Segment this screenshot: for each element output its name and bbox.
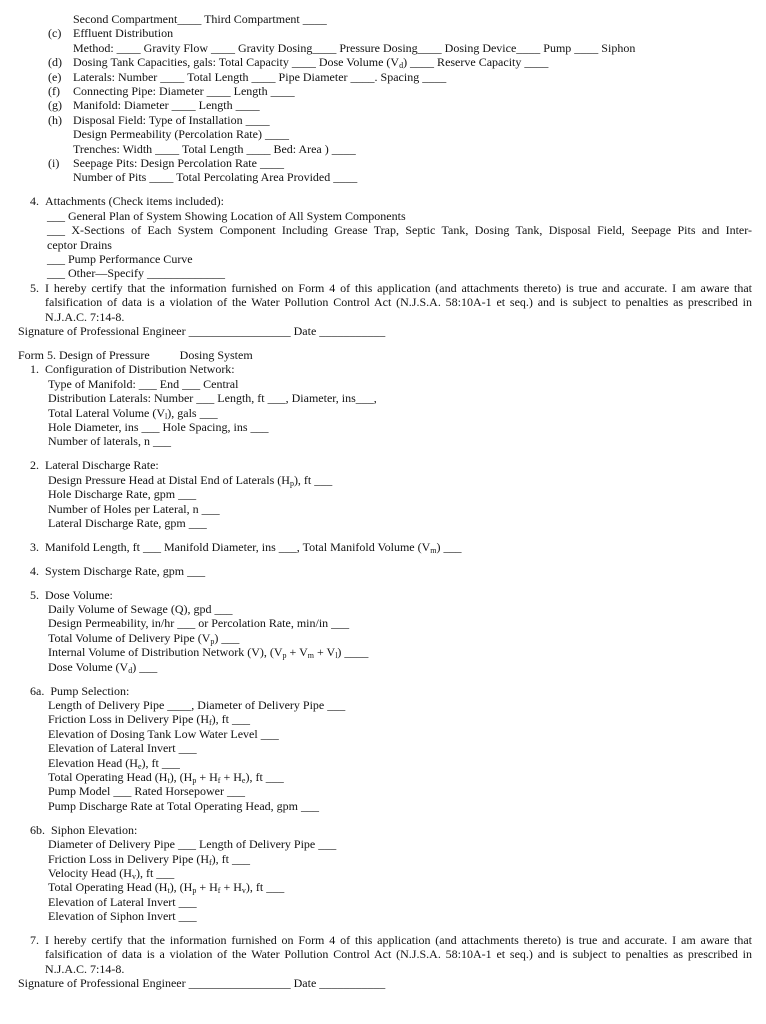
form-line	[73, 170, 766, 184]
text-run: Total Operating Head (H	[48, 770, 168, 784]
text-run: Elevation of Lateral Invert ___	[48, 741, 197, 756]
form-line	[73, 142, 766, 156]
text-run: + V	[313, 645, 336, 660]
form-line	[48, 487, 766, 501]
section-fields	[30, 837, 766, 923]
text-run: ), ft ___	[293, 472, 333, 487]
text-run: Number of laterals, n ___	[48, 434, 171, 449]
form5-signature-line: Signature of Professional Engineer _________________ Date ___________	[18, 976, 386, 991]
text-run: Effluent Distribution	[73, 26, 174, 41]
form4-item	[0, 113, 766, 156]
form5-sections	[0, 362, 766, 923]
form4-items	[0, 12, 766, 185]
section-fields	[30, 377, 766, 449]
text-run: Friction Loss in Delivery Pipe (H	[48, 712, 209, 727]
item-marker: 6b.	[30, 822, 45, 837]
form5-section	[0, 588, 766, 674]
form5-title-part1: Form 5. Design of Pressure	[18, 347, 150, 362]
text-run: Pump Selection:	[50, 683, 130, 698]
text-run: Design Permeability (Percolation Rate) ____	[73, 127, 289, 142]
text-run: Configuration of Distribution Network:	[45, 362, 235, 377]
item-marker: 4.	[30, 194, 39, 209]
form-line	[73, 156, 766, 170]
form-line	[48, 406, 766, 420]
form5-section	[0, 458, 766, 530]
text-run: Disposal Field: Type of Installation ____	[73, 112, 270, 127]
attachments-options	[30, 209, 766, 281]
form-line	[48, 391, 766, 405]
certification-line	[45, 947, 752, 961]
section-heading	[30, 362, 766, 376]
form-line	[48, 880, 766, 894]
form-line	[48, 434, 766, 448]
text-run: ___ X-Sections of Each System Component Including Grease Trap, Septic Tank, Dosing Tank, Disposal Field, Seepage Pits and Inter-	[47, 223, 752, 238]
item-marker: (g)	[48, 98, 62, 113]
attachment-option	[47, 238, 766, 252]
form4-item	[0, 156, 766, 185]
section-fields	[30, 602, 766, 674]
subscript: v	[241, 886, 246, 896]
form-line	[73, 98, 766, 112]
subscript: p	[289, 478, 294, 488]
text-run: + H	[220, 770, 242, 784]
form-line	[48, 502, 766, 516]
section-fields	[30, 698, 766, 813]
text-run: Manifold Length, ft ___ Manifold Diameter, ins ___, Total Manifold Volume (V	[45, 539, 431, 554]
subscript: f	[217, 886, 221, 896]
attachments-section	[0, 194, 766, 280]
certification-text	[30, 933, 766, 976]
text-run: ), ft ___	[211, 712, 250, 727]
text-run: ), ft ___	[141, 755, 180, 770]
text-run: + V	[286, 645, 308, 660]
text-run: Design Permeability, in/hr ___ or Percolation Rate, min/in ___	[48, 616, 350, 631]
subscript: l	[165, 411, 168, 421]
text-run: Pump Model ___ Rated Horsepower ___	[48, 784, 245, 799]
attachment-option	[47, 266, 766, 280]
certification-lines	[45, 933, 752, 976]
form-line	[48, 645, 766, 659]
text-run: Elevation of Lateral Invert ___	[48, 894, 197, 909]
form-line	[48, 895, 766, 909]
form5-section	[0, 540, 766, 554]
form-line	[48, 631, 766, 645]
form5-section	[0, 564, 766, 578]
subscript: f	[208, 857, 212, 867]
text-run: Hole Diameter, ins ___ Hole Spacing, ins ___	[48, 419, 269, 434]
subscript: t	[167, 886, 170, 896]
form-line	[48, 741, 766, 755]
form5-section	[0, 823, 766, 924]
subscript: l	[335, 651, 338, 661]
item-marker: 6a.	[30, 683, 45, 698]
text-run: Second Compartment____ Third Compartment ____	[73, 12, 327, 26]
subscript: f	[208, 718, 212, 728]
form4-item	[0, 12, 766, 26]
text-run: ___ Other—Specify _____________	[47, 266, 225, 281]
section-heading	[30, 564, 766, 578]
text-run: Seepage Pits: Design Percolation Rate ____	[73, 156, 284, 171]
item-marker: (f)	[48, 84, 60, 99]
text-run: ceptor Drains	[47, 237, 112, 252]
text-run: Length of Delivery Pipe ____, Diameter of Delivery Pipe ___	[48, 697, 346, 712]
form4-certification	[0, 281, 766, 324]
text-run: ), ft ___	[211, 851, 250, 866]
certification-line	[45, 281, 752, 295]
form-line	[48, 909, 766, 923]
text-run: ) ___	[132, 659, 158, 674]
text-run: Manifold: Diameter ____ Length ____	[73, 98, 260, 113]
form-line	[48, 712, 766, 726]
text-run: I hereby certify that the information furnished on Form 4 of this application (and attachments thereto) is true and accurate. I am aware that	[45, 933, 752, 948]
form4-signature-line: Signature of Professional Engineer _________________ Date ___________	[18, 324, 386, 339]
text-run: Internal Volume of Distribution Network (V), (V	[48, 645, 283, 660]
text-run: System Discharge Rate, gpm ___	[45, 563, 206, 578]
text-run: ), ft ___	[245, 770, 284, 784]
certification-line	[45, 295, 752, 309]
text-run: Method: ____ Gravity Flow ____ Gravity Dosing____ Pressure Dosing____ Dosing Device____ Pump ____ Siphon	[73, 40, 636, 55]
form4-item	[0, 98, 766, 112]
text-run: Elevation of Dosing Tank Low Water Level ___	[48, 726, 279, 741]
subscript: e	[137, 761, 142, 771]
form5-certification	[0, 933, 766, 976]
form-line	[48, 602, 766, 616]
certification-text	[30, 281, 766, 324]
form-line	[48, 698, 766, 712]
text-run: ) ___	[436, 539, 462, 554]
attachment-option	[47, 223, 752, 237]
subscript: e	[241, 776, 246, 785]
form-line	[48, 516, 766, 530]
form5-section	[0, 684, 766, 814]
text-run: Siphon Elevation:	[51, 822, 138, 837]
text-run: ), gals ___	[167, 405, 218, 420]
form-line	[73, 127, 766, 141]
form-line	[73, 12, 766, 26]
text-run: Distribution Laterals: Number ___ Length, ft ___, Diameter, ins___,	[48, 391, 377, 406]
text-run: N.J.A.C. 7:14-8.	[45, 961, 125, 976]
text-run: ), ft ___	[245, 880, 285, 895]
form-line	[48, 866, 766, 880]
attachment-option	[47, 252, 766, 266]
text-run: ) ___	[214, 630, 240, 645]
section-heading	[30, 684, 766, 698]
text-run: Total Lateral Volume (V	[48, 405, 166, 420]
text-run: Velocity Head (H	[48, 865, 132, 880]
item-marker: 5.	[30, 280, 39, 295]
text-run: Elevation Head (H	[48, 755, 138, 770]
subscript: p	[192, 776, 197, 785]
text-run: Number of Holes per Lateral, n ___	[48, 501, 220, 516]
form-line	[73, 26, 766, 40]
form-line	[48, 799, 766, 813]
item-marker: 3.	[30, 539, 39, 554]
text-run: falsification of data is a violation of the Water Pollution Control Act (N.J.S.A. 58:10A-1 et seq.) and is subject to penalties as prescribed in	[45, 295, 752, 310]
certification-line	[45, 933, 752, 947]
text-run: Friction Loss in Delivery Pipe (H	[48, 851, 209, 866]
item-marker: (c)	[48, 26, 62, 41]
certification-line	[45, 962, 752, 976]
form-line	[48, 377, 766, 391]
attachments-heading	[30, 194, 766, 208]
form-line	[48, 770, 766, 784]
text-run: Lateral Discharge Rate:	[45, 458, 159, 473]
form-line	[48, 784, 766, 798]
text-run: N.J.A.C. 7:14-8.	[45, 309, 125, 324]
form5-title-part2: Dosing System	[179, 347, 253, 362]
text-run: I hereby certify that the information furnished on Form 4 of this application (and attachments thereto) is true and accurate. I am aware that	[45, 280, 752, 295]
item-marker: 4.	[30, 563, 39, 578]
form-line	[48, 837, 766, 851]
form-line	[48, 727, 766, 741]
form-line	[73, 113, 766, 127]
item-marker: 7.	[30, 933, 39, 948]
item-marker: (h)	[48, 112, 62, 127]
subscript: v	[131, 871, 136, 881]
item-marker: (d)	[48, 55, 62, 70]
form-line	[48, 420, 766, 434]
subscript: p	[282, 651, 287, 661]
item-marker: (i)	[48, 156, 60, 171]
text-run: Attachments (Check items included):	[45, 194, 224, 209]
text-run: + H	[220, 880, 242, 895]
subscript: p	[192, 886, 197, 896]
section-heading	[30, 458, 766, 472]
form-line	[48, 660, 766, 674]
text-run: Elevation of Siphon Invert ___	[48, 909, 197, 924]
form5-section	[0, 362, 766, 448]
form-line	[48, 756, 766, 770]
text-run: Lateral Discharge Rate, gpm ___	[48, 515, 207, 530]
text-run: Total Operating Head (H	[48, 880, 168, 895]
text-run: Hole Discharge Rate, gpm ___	[48, 487, 197, 502]
text-run: ___ Pump Performance Curve	[47, 252, 193, 266]
text-run: Dose Volume (V	[48, 659, 129, 674]
subscript: f	[217, 776, 221, 785]
text-run: Dose Volume:	[45, 587, 113, 602]
item-marker: (e)	[48, 69, 62, 84]
text-run: Laterals: Number ____ Total Length ____ Pipe Diameter ____. Spacing ____	[73, 69, 447, 84]
form4-item	[0, 70, 766, 84]
item-marker: 5.	[30, 587, 39, 602]
certification-line	[45, 310, 752, 324]
text-run: ), (H	[169, 770, 193, 784]
item-marker: 2.	[30, 458, 39, 473]
form-line	[73, 84, 766, 98]
subscript: t	[167, 776, 170, 785]
text-run: + H	[196, 880, 218, 895]
text-run: Number of Pits ____ Total Percolating Area Provided ____	[73, 170, 358, 185]
form-line	[73, 41, 766, 55]
form5-title	[0, 348, 766, 362]
section-heading	[30, 540, 766, 554]
text-run: + H	[196, 770, 218, 784]
subscript: m	[307, 651, 314, 661]
form-line	[48, 852, 766, 866]
subscript: p	[210, 636, 215, 646]
text-run: Trenches: Width ____ Total Length ____ Bed: Area ) ____	[73, 141, 356, 156]
text-run: Pump Discharge Rate at Total Operating Head, gpm ___	[48, 798, 319, 813]
text-run: Daily Volume of Sewage (Q), gpd ___	[48, 602, 233, 617]
form4-item	[0, 84, 766, 98]
form-line	[48, 616, 766, 630]
text-run: ), (H	[169, 880, 193, 895]
text-run: Dosing Tank Capacities, gals: Total Capacity ____ Dose Volume (V	[73, 55, 400, 70]
text-run: Design Pressure Head at Distal End of Laterals (H	[48, 472, 290, 487]
form4-item	[0, 26, 766, 55]
subscript: m	[430, 545, 437, 555]
text-run: Connecting Pipe: Diameter ____ Length ____	[73, 84, 295, 99]
section-heading	[30, 588, 766, 602]
subscript: d	[399, 61, 404, 71]
certification-lines	[45, 281, 752, 324]
form-line	[48, 473, 766, 487]
text-run: ___ General Plan of System Showing Location of All System Components	[47, 208, 406, 223]
form-line	[73, 55, 766, 69]
section-fields	[30, 473, 766, 531]
text-run: ) ____	[337, 645, 369, 660]
subscript: d	[128, 665, 133, 675]
text-run: Type of Manifold: ___ End ___ Central	[48, 376, 239, 391]
text-run: Total Volume of Delivery Pipe (V	[48, 630, 211, 645]
text-run: ), ft ___	[135, 865, 175, 880]
text-run: ) ____ Reserve Capacity ____	[403, 55, 549, 70]
attachment-option	[47, 209, 766, 223]
text-run: falsification of data is a violation of the Water Pollution Control Act (N.J.S.A. 58:10A-1 et seq.) and is subject to penalties as prescribed in	[45, 947, 752, 962]
form4-item	[0, 55, 766, 69]
item-marker: 1.	[30, 362, 39, 377]
section-heading	[30, 823, 766, 837]
form-line	[73, 70, 766, 84]
text-run: Diameter of Delivery Pipe ___ Length of Delivery Pipe ___	[48, 837, 337, 852]
